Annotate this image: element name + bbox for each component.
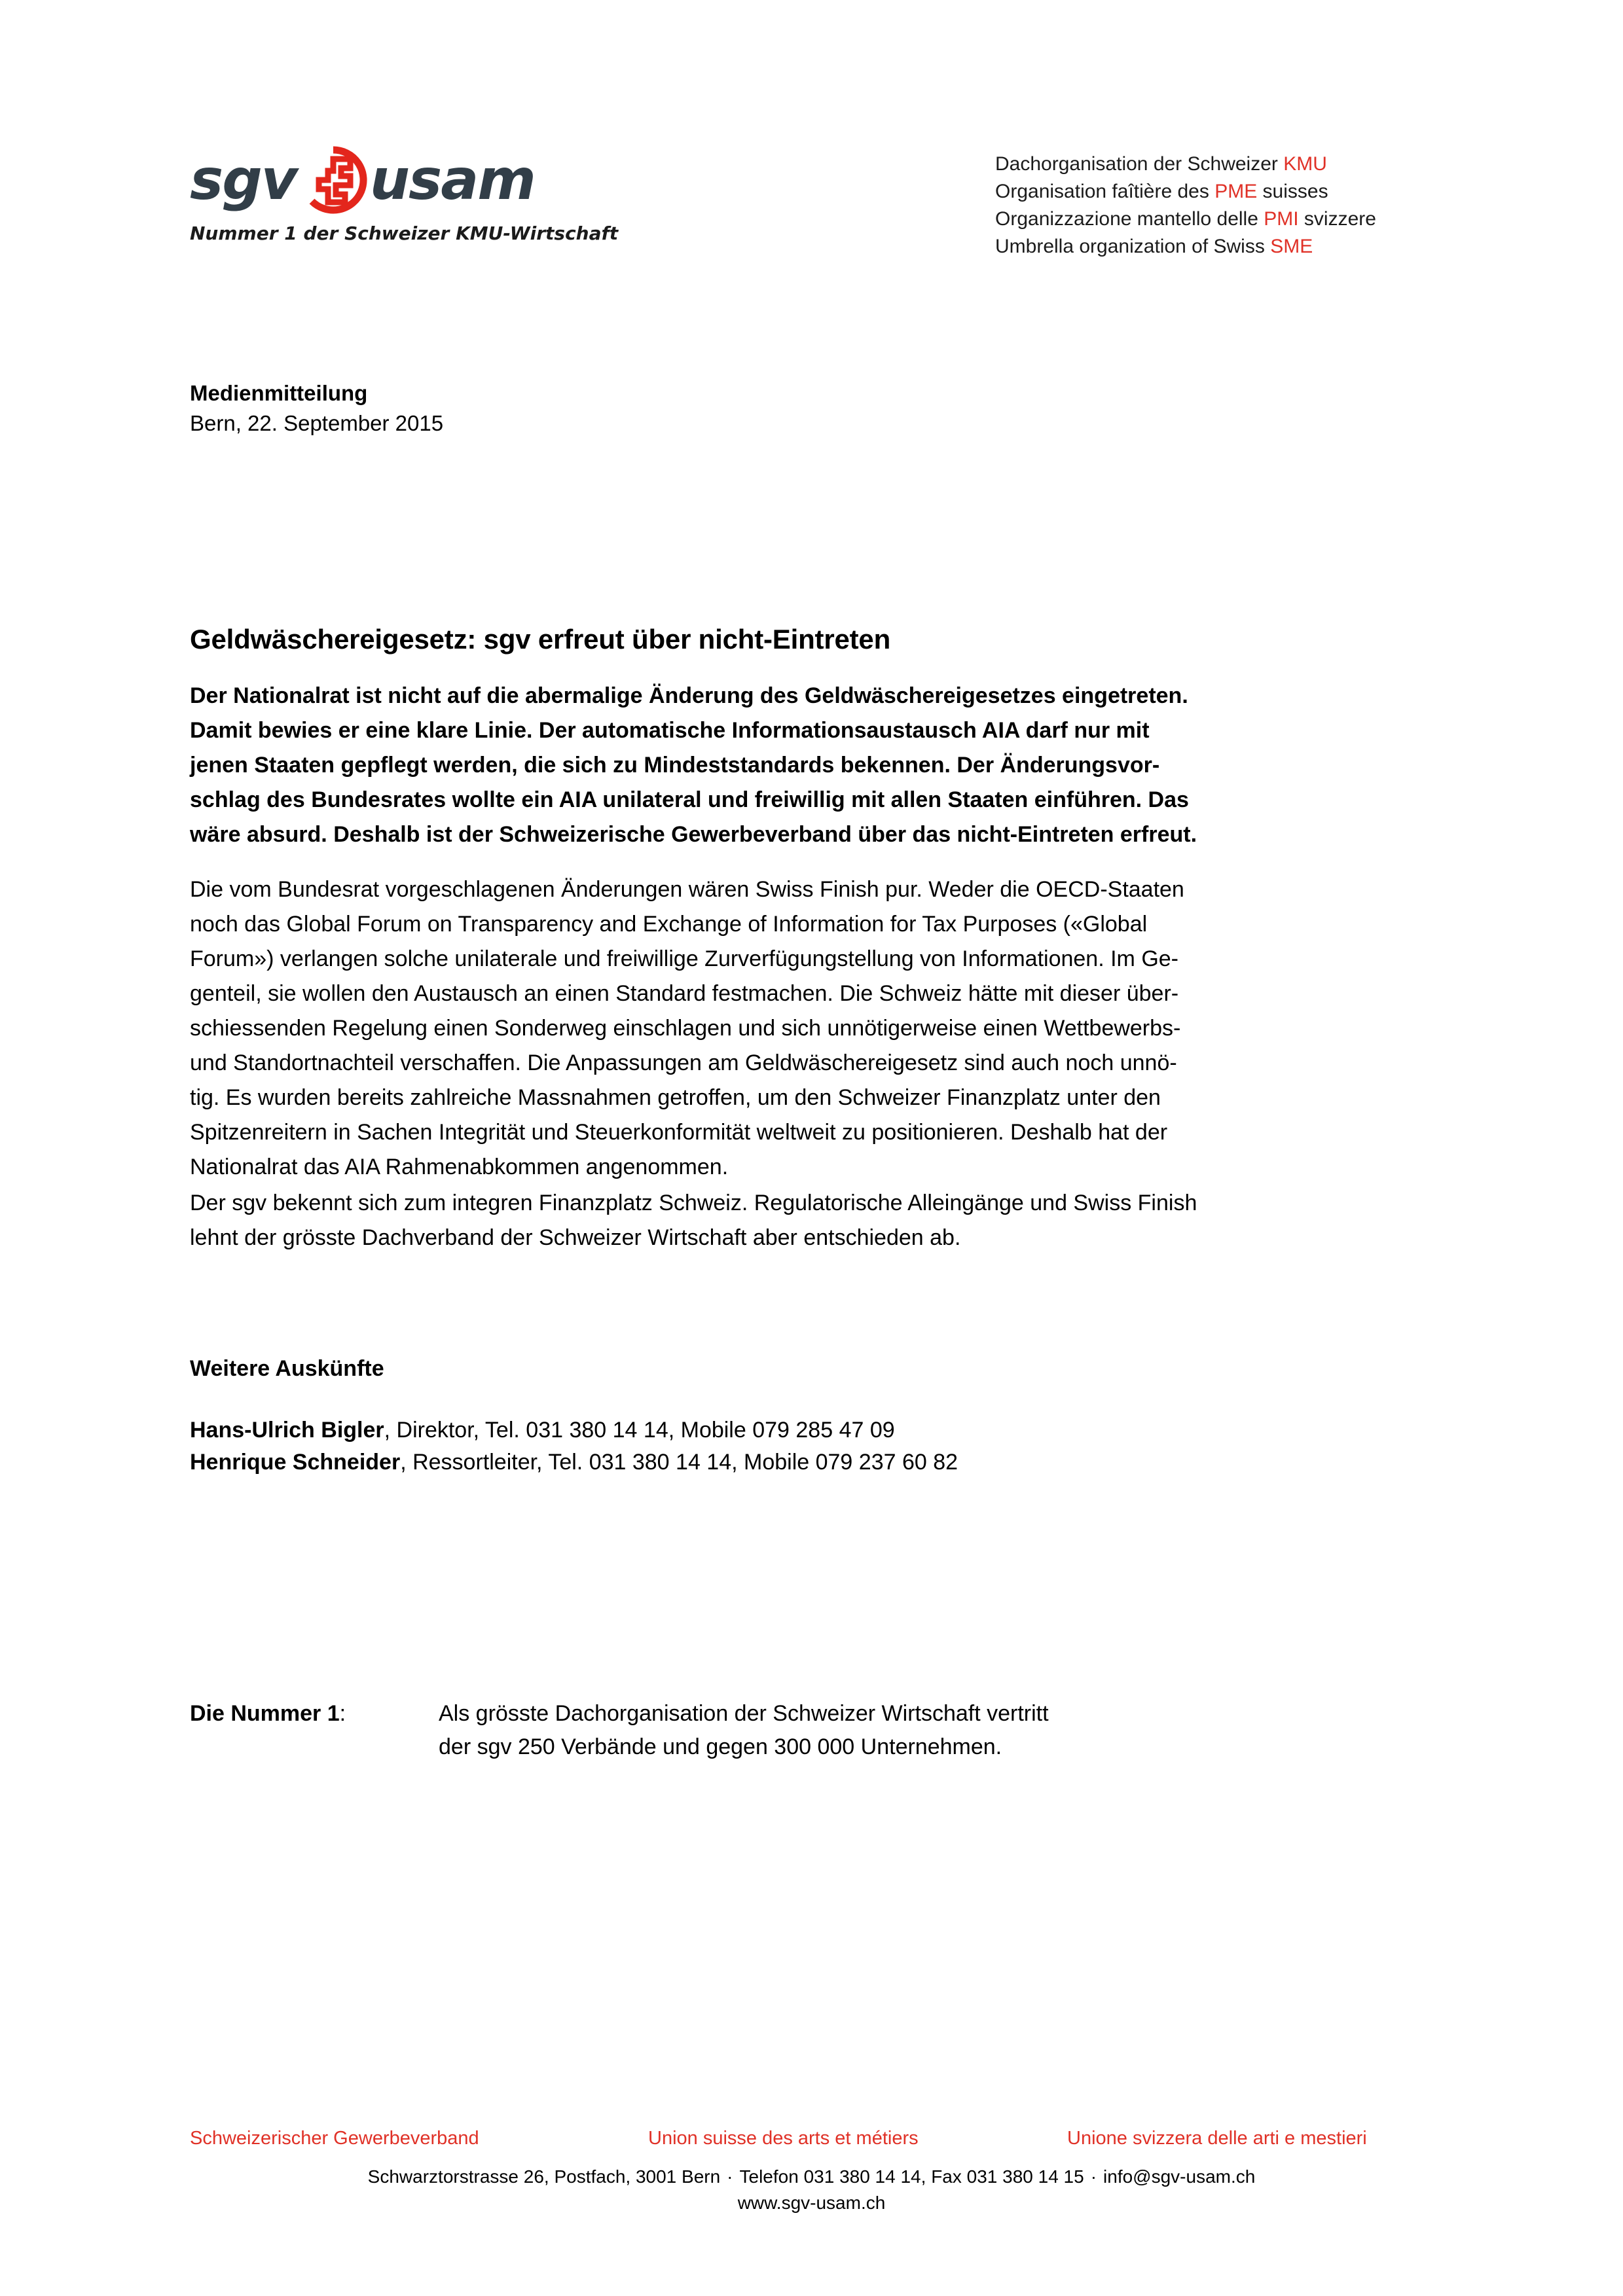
document-meta xyxy=(190,378,443,439)
body-line: Die vom Bundesrat vorgeschlagenen Änderungen wären Swiss Finish pur. Weder die OECD-Staaten xyxy=(190,877,1184,902)
boilerplate-line: Als grösste Dachorganisation der Schweizer Wirtschaft vertritt xyxy=(439,1701,1049,1726)
logo-text-usam: usam xyxy=(369,147,535,213)
org-line-fr: Organisation faîtière des PME suisses xyxy=(995,181,1328,202)
footer-street: Schwarztorstrasse 26, Postfach, 3001 Bern xyxy=(367,2166,721,2187)
footer-separator-icon: · xyxy=(727,2166,733,2187)
contact-person xyxy=(190,1446,958,1479)
footer-org-fr: Union suisse des arts et métiers xyxy=(648,2128,919,2149)
body-line: und Standortnachteil verschaffen. Die Anpassungen am Geldwäschereigesetz sind auch noch unnö- xyxy=(190,1050,1177,1075)
lead-line: wäre absurd. Deshalb ist der Schweizerische Gewerbeverband über das nicht-Eintreten erfreut. xyxy=(190,822,1197,847)
boilerplate-label-text: Die Nummer 1 xyxy=(190,1701,340,1726)
page-title: Geldwäschereigesetz: sgv erfreut über nicht-Eintreten xyxy=(190,624,891,655)
logo-tagline: Nummer 1 der Schweizer KMU-Wirtschaft xyxy=(190,223,619,244)
logo-text-sgv: sgv xyxy=(190,147,297,213)
sgv-usam-logo xyxy=(190,144,619,244)
body-line: tig. Es wurden bereits zahlreiche Massnahmen getroffen, um den Schweizer Finanzplatz unter den xyxy=(190,1085,1161,1110)
logo-wordmark xyxy=(190,144,609,216)
lead-line: jenen Staaten gepflegt werden, die sich zu Mindeststandards bekennen. Der Änderungsvor- xyxy=(190,753,1160,778)
body-line: Nationalrat das AIA Rahmenabkommen angenommen. xyxy=(190,1155,729,1179)
lead-line: Damit bewies er eine klare Linie. Der automatische Informationsaustausch AIA darf nur mit xyxy=(190,718,1150,743)
acronym-kmu: KMU xyxy=(1283,153,1327,175)
footer-org-de: Schweizerischer Gewerbeverband xyxy=(190,2128,479,2149)
footer-org-it: Unione svizzera delle arti e mestieri xyxy=(1067,2128,1367,2149)
contact-details: , Ressortleiter, Tel. 031 380 14 14, Mobile 079 237 60 82 xyxy=(400,1450,958,1475)
document-type-label: Medienmitteilung xyxy=(190,381,368,405)
acronym-pmi: PMI xyxy=(1264,208,1299,230)
body-line: Der sgv bekennt sich zum integren Finanzplatz Schweiz. Regulatorische Alleingänge und Swiss Finish xyxy=(190,1191,1197,1215)
footer-website[interactable]: www.sgv-usam.ch xyxy=(737,2193,886,2213)
acronym-sme: SME xyxy=(1270,236,1313,257)
body-line: Spitzenreitern in Sachen Integrität und Steuerkonformität weltweit zu positionieren. Deshalb hat der xyxy=(190,1120,1168,1145)
contact-list xyxy=(190,1414,958,1479)
boilerplate-row xyxy=(190,1697,1049,1764)
footer-phone: Telefon 031 380 14 14, Fax 031 380 14 15 xyxy=(739,2166,1084,2187)
lead-line: Der Nationalrat ist nicht auf die abermalige Änderung des Geldwäschereigesetzes eingetreten. xyxy=(190,683,1188,708)
body-line: lehnt der grösste Dachverband der Schweizer Wirtschaft aber entschieden ab. xyxy=(190,1225,961,1250)
footer-organization-names xyxy=(190,2128,1434,2149)
lead-paragraph xyxy=(190,679,1447,852)
document-header xyxy=(190,144,1463,275)
organization-languages-block xyxy=(995,151,1376,260)
footer-email[interactable]: info@sgv-usam.ch xyxy=(1103,2166,1256,2187)
org-line-de: Dachorganisation der Schweizer KMU xyxy=(995,153,1327,175)
sgv-circle-cross-icon xyxy=(299,146,367,214)
boilerplate-line: der sgv 250 Verbände und gegen 300 000 Unternehmen. xyxy=(439,1734,1002,1759)
org-line-en: Umbrella organization of Swiss SME xyxy=(995,236,1313,257)
org-line-it: Organizzazione mantello delle PMI svizzere xyxy=(995,208,1376,230)
boilerplate-text xyxy=(439,1697,1049,1764)
contact-heading: Weitere Auskünfte xyxy=(190,1356,384,1381)
boilerplate-block xyxy=(190,1697,1049,1764)
body-line: Forum») verlangen solche unilaterale und freiwillige Zurverfügungstellung von Informationen. Im Ge- xyxy=(190,946,1178,971)
contact-name: Henrique Schneider xyxy=(190,1450,401,1475)
footer-address-line xyxy=(0,2164,1623,2190)
lead-line: schlag des Bundesrates wollte ein AIA unilateral und freiwillig mit allen Staaten einführen. Das xyxy=(190,787,1189,812)
contact-name: Hans-Ulrich Bigler xyxy=(190,1418,384,1443)
footer-address xyxy=(0,2164,1623,2216)
body-line: genteil, sie wollen den Austausch an einen Standard festmachen. Die Schweiz hätte mit dieser über- xyxy=(190,981,1179,1006)
contact-person xyxy=(190,1414,958,1446)
body-line: schiessenden Regelung einen Sonderweg einschlagen und sich unnötigerweise einen Wettbewerbs- xyxy=(190,1016,1181,1041)
footer-separator-icon: · xyxy=(1090,2166,1097,2187)
body-paragraph-2 xyxy=(190,1186,1447,1255)
acronym-pme: PME xyxy=(1214,181,1258,202)
body-line: noch das Global Forum on Transparency and Exchange of Information for Tax Purposes («Global xyxy=(190,912,1148,937)
body-paragraph-1 xyxy=(190,872,1447,1185)
document-footer xyxy=(0,2100,1623,2296)
place-date: Bern, 22. September 2015 xyxy=(190,411,444,435)
contact-details: , Direktor, Tel. 031 380 14 14, Mobile 079 285 47 09 xyxy=(384,1418,895,1443)
boilerplate-label xyxy=(190,1697,439,1764)
boilerplate-colon: : xyxy=(339,1701,346,1726)
